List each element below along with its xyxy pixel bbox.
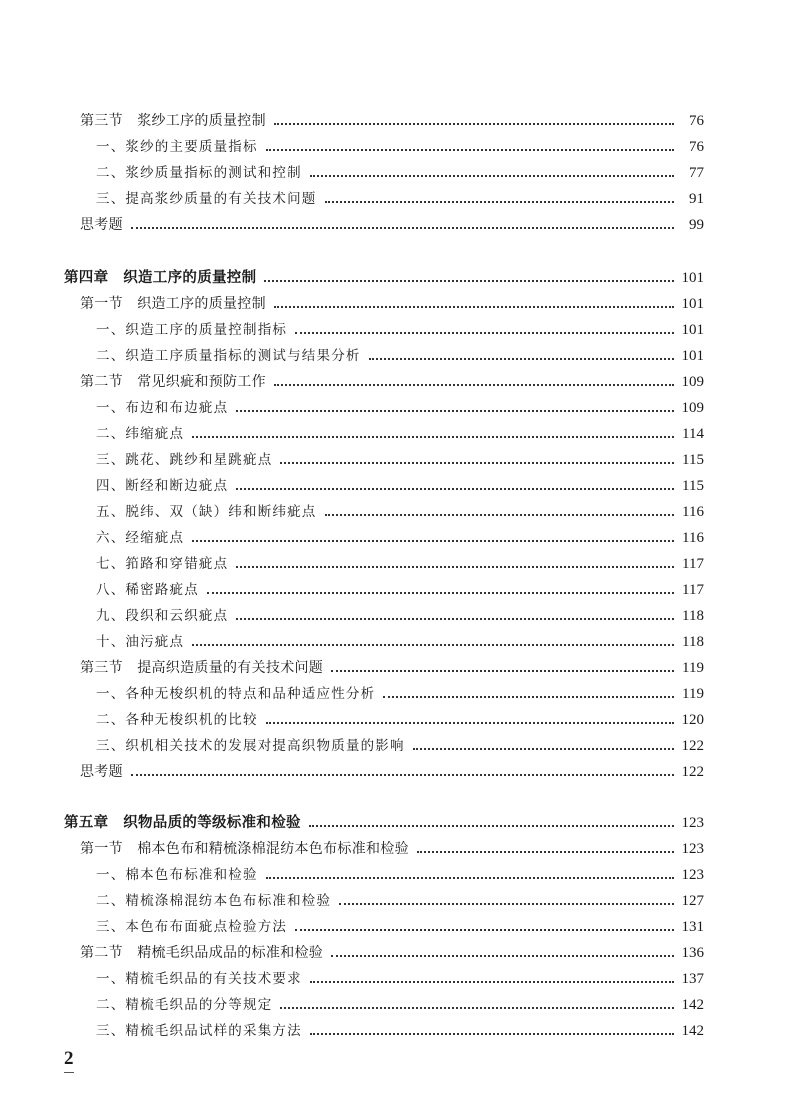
toc-entry-item[interactable] <box>96 158 704 182</box>
toc-entry-title: 第三节 提高织造质量的有关技术问题 <box>80 660 324 676</box>
toc-entry-chapter[interactable] <box>64 808 704 832</box>
toc-entry-title: 第五章 织物品质的等级标准和检验 <box>64 815 301 831</box>
dot-leader <box>274 305 674 308</box>
toc-entry-title: 一、棉本色布标准和检验 <box>96 867 258 883</box>
dot-leader <box>192 435 674 438</box>
toc-entry-title: 九、段织和云织疵点 <box>96 608 229 624</box>
toc-entry-item[interactable] <box>96 860 704 884</box>
toc-entry-title: 思考题 <box>80 217 123 233</box>
toc-entry-title: 一、各种无梭织机的特点和品种适应性分析 <box>96 686 376 702</box>
toc-entry-title: 二、各种无梭织机的比较 <box>96 712 258 728</box>
toc-entry-page: 131 <box>681 919 704 935</box>
dot-leader <box>280 461 674 464</box>
dot-leader <box>331 954 674 957</box>
toc-entry-page: 137 <box>681 971 704 987</box>
toc-entry-item[interactable] <box>96 601 704 625</box>
toc-entry-title: 第一节 棉本色布和精梳涤棉混纺本色布标准和检验 <box>80 841 409 857</box>
toc-entry-section[interactable] <box>80 834 704 858</box>
toc-entry-item[interactable] <box>96 184 704 208</box>
toc-entry-title: 思考题 <box>80 764 123 780</box>
dot-leader <box>325 513 675 516</box>
toc-entry-page: 118 <box>682 634 704 650</box>
dot-leader <box>192 643 674 646</box>
dot-leader <box>266 721 674 724</box>
toc-entry-page: 77 <box>689 165 704 181</box>
toc-entry-page: 123 <box>681 815 704 831</box>
dot-leader <box>131 226 674 229</box>
toc-entry-section[interactable] <box>80 106 704 130</box>
toc-entry-title: 第四章 织造工序的质量控制 <box>64 270 257 286</box>
dot-leader <box>274 122 674 125</box>
dot-leader <box>131 773 674 776</box>
toc-entry-page: 142 <box>681 1023 704 1039</box>
toc-entry-item[interactable] <box>96 393 704 417</box>
dot-leader <box>310 1032 674 1035</box>
toc-entry-item[interactable] <box>96 705 704 729</box>
dot-leader <box>331 669 674 672</box>
toc-entry-item[interactable] <box>96 132 704 156</box>
toc-entry-item[interactable] <box>96 964 704 988</box>
toc-entry-title: 三、织机相关技术的发展对提高织物质量的影响 <box>96 738 405 754</box>
toc-entry-page: 127 <box>681 893 704 909</box>
dot-leader <box>236 617 674 620</box>
toc-entry-title: 七、筘路和穿错疵点 <box>96 556 229 572</box>
toc-entry-title: 二、精梳涤棉混纺本色布标准和检验 <box>96 893 332 909</box>
toc-entry-title: 二、浆纱质量指标的测试和控制 <box>96 165 302 181</box>
toc-entry-page: 115 <box>682 452 704 468</box>
dot-leader <box>383 695 674 698</box>
toc-entry-item[interactable] <box>96 497 704 521</box>
toc-entry-title: 一、布边和布边疵点 <box>96 400 229 416</box>
toc-entry-title: 十、油污疵点 <box>96 634 185 650</box>
dot-leader <box>310 174 674 177</box>
toc-entry-page: 120 <box>681 712 704 728</box>
dot-leader <box>325 200 675 203</box>
toc-entry-page: 115 <box>682 478 704 494</box>
toc-entry-title: 第二节 常见织疵和预防工作 <box>80 374 266 390</box>
dot-leader <box>264 279 674 282</box>
toc-entry-title: 第二节 精梳毛织品成品的标准和检验 <box>80 945 324 961</box>
toc-entry-review[interactable] <box>80 757 704 781</box>
toc-entry-page: 76 <box>689 139 704 155</box>
toc-entry-item[interactable] <box>96 445 704 469</box>
toc-entry-page: 101 <box>681 348 704 364</box>
toc-entry-item[interactable] <box>96 990 704 1014</box>
toc-entry-section[interactable] <box>80 653 704 677</box>
toc-entry-title: 六、经缩疵点 <box>96 530 185 546</box>
toc-entry-page: 119 <box>682 660 704 676</box>
dot-leader <box>236 487 674 490</box>
toc-entry-item[interactable] <box>96 1016 704 1040</box>
toc-entry-item[interactable] <box>96 523 704 547</box>
toc-entry-section[interactable] <box>80 367 704 391</box>
toc-entry-title: 四、断经和断边疵点 <box>96 478 229 494</box>
toc-entry-chapter[interactable] <box>64 263 704 287</box>
toc-entry-title: 三、本色布布面疵点检验方法 <box>96 919 288 935</box>
dot-leader <box>369 357 674 360</box>
dot-leader <box>309 824 674 827</box>
toc-entry-item[interactable] <box>96 419 704 443</box>
toc-entry-section[interactable] <box>80 289 704 313</box>
dot-leader <box>236 565 674 568</box>
toc-entry-item[interactable] <box>96 679 704 703</box>
toc-entry-title: 一、浆纱的主要质量指标 <box>96 139 258 155</box>
toc-entry-title: 三、精梳毛织品试样的采集方法 <box>96 1023 302 1039</box>
toc-entry-title: 八、稀密路疵点 <box>96 582 199 598</box>
toc-entry-item[interactable] <box>96 731 704 755</box>
toc-entry-item[interactable] <box>96 341 704 365</box>
toc-entry-item[interactable] <box>96 886 704 910</box>
toc-entry-page: 118 <box>682 608 704 624</box>
toc-entry-page: 136 <box>681 945 704 961</box>
toc-entry-page: 119 <box>682 686 704 702</box>
toc-entry-item[interactable] <box>96 912 704 936</box>
dot-leader <box>280 1006 674 1009</box>
dot-leader <box>417 850 674 853</box>
toc-entry-title: 第一节 织造工序的质量控制 <box>80 296 266 312</box>
dot-leader <box>236 409 674 412</box>
toc-entry-title: 一、织造工序的质量控制指标 <box>96 322 288 338</box>
dot-leader <box>310 980 674 983</box>
toc-entry-page: 109 <box>681 374 704 390</box>
toc-entry-review[interactable] <box>80 210 704 234</box>
toc-entry-page: 117 <box>682 556 704 572</box>
toc-entry-page: 142 <box>681 997 704 1013</box>
toc-entry-title: 第三节 浆纱工序的质量控制 <box>80 113 266 129</box>
toc-entry-page: 123 <box>681 867 704 883</box>
toc-entry-page: 123 <box>681 841 704 857</box>
dot-leader <box>339 902 674 905</box>
toc-entry-title: 一、精梳毛织品的有关技术要求 <box>96 971 302 987</box>
toc-entry-page: 109 <box>681 400 704 416</box>
toc-entry-title: 二、织造工序质量指标的测试与结果分析 <box>96 348 361 364</box>
toc-entry-title: 二、精梳毛织品的分等规定 <box>96 997 273 1013</box>
toc-entry-item[interactable] <box>96 549 704 573</box>
toc-entry-title: 三、提高浆纱质量的有关技术问题 <box>96 191 317 207</box>
toc-entry-section[interactable] <box>80 938 704 962</box>
toc-entry-page: 122 <box>681 764 704 780</box>
dot-leader <box>295 928 674 931</box>
toc-entry-page: 101 <box>681 296 704 312</box>
toc-entry-title: 二、纬缩疵点 <box>96 426 185 442</box>
toc-entry-item[interactable] <box>96 627 704 651</box>
dot-leader <box>266 876 674 879</box>
toc-entry-page: 117 <box>682 582 704 598</box>
dot-leader <box>192 539 674 542</box>
toc-entry-item[interactable] <box>96 471 704 495</box>
toc-entry-page: 99 <box>689 217 704 233</box>
toc-entry-page: 101 <box>681 270 704 286</box>
toc-entry-title: 三、跳花、跳纱和星跳疵点 <box>96 452 273 468</box>
toc-entry-page: 116 <box>682 530 704 546</box>
dot-leader <box>295 331 674 334</box>
toc-entry-page: 76 <box>689 113 704 129</box>
toc-entry-page: 116 <box>682 504 704 520</box>
toc-entry-page: 122 <box>681 738 704 754</box>
dot-leader <box>274 383 674 386</box>
toc-entry-item[interactable] <box>96 315 704 339</box>
dot-leader <box>413 747 674 750</box>
toc-entry-title: 五、脱纬、双（缺）纬和断纬疵点 <box>96 504 317 520</box>
page-number: 2 <box>64 1048 74 1073</box>
toc-entry-item[interactable] <box>96 575 704 599</box>
toc-entry-page: 91 <box>689 191 704 207</box>
dot-leader <box>207 591 674 594</box>
dot-leader <box>266 148 674 151</box>
toc-entry-page: 101 <box>681 322 704 338</box>
toc-entry-page: 114 <box>682 426 704 442</box>
